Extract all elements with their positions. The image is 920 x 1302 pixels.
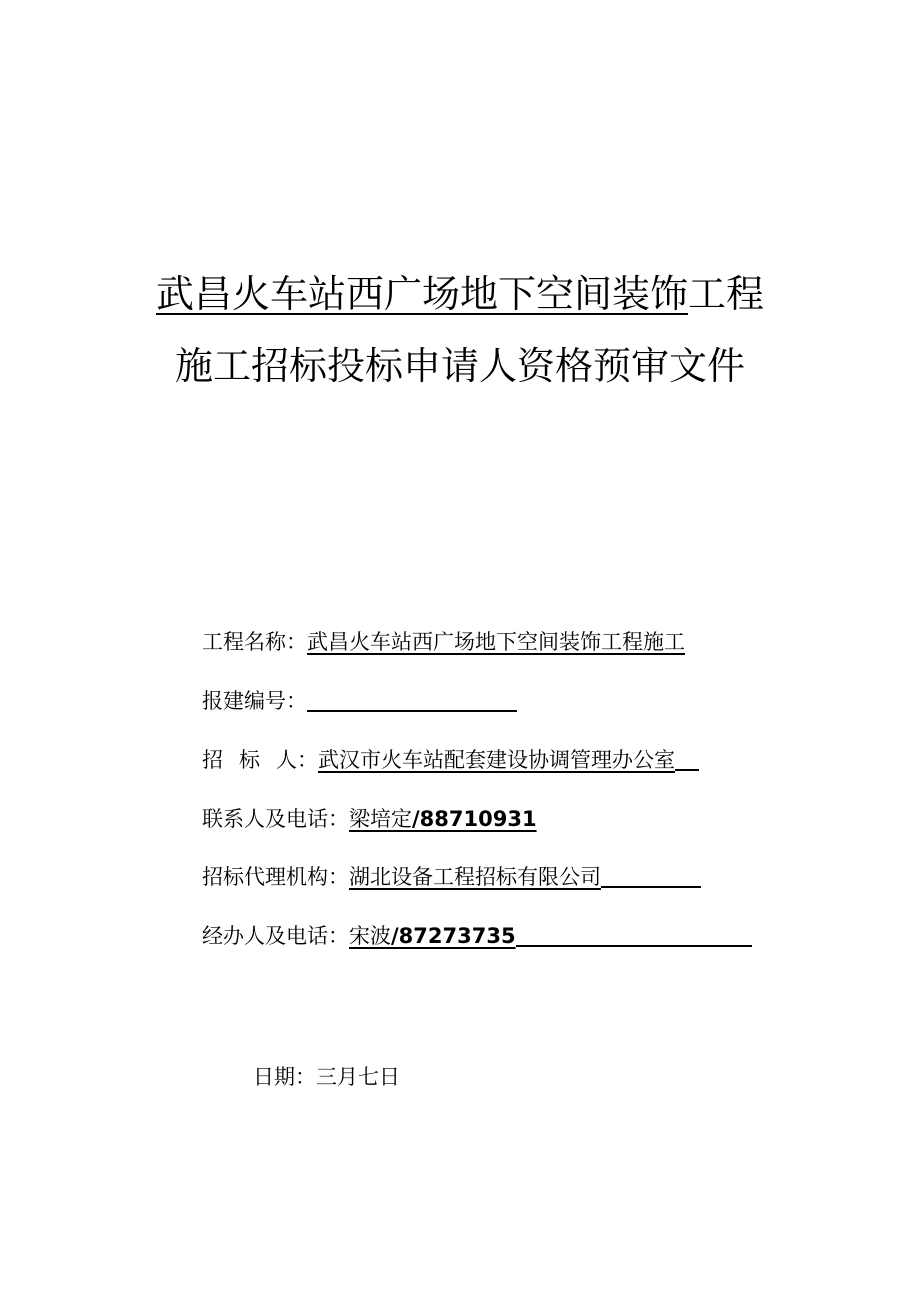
project-name-label: 工程名称： <box>202 630 307 654</box>
tenderer-label-colon: ： <box>297 748 318 772</box>
handler-row <box>202 921 752 951</box>
contact-row <box>202 804 537 834</box>
registration-number-row <box>202 686 517 716</box>
tenderer-trailing-line <box>675 747 699 771</box>
title-plain-part: 工程 <box>688 272 765 316</box>
agency-row <box>202 862 701 892</box>
tenderer-label-char: 标 <box>239 748 260 772</box>
contact-name: 梁培定 <box>349 807 412 831</box>
tenderer-row <box>202 745 699 775</box>
contact-phone: /88710931 <box>412 807 537 831</box>
handler-label: 经办人及电话： <box>202 924 349 948</box>
agency-label: 招标代理机构： <box>202 865 349 889</box>
handler-phone: /87273735 <box>391 924 516 948</box>
contact-label: 联系人及电话： <box>202 807 349 831</box>
project-name-row <box>202 627 685 657</box>
tenderer-value: 武汉市火车站配套建设协调管理办公室 <box>318 748 675 772</box>
date-value: 三月七日 <box>316 1065 400 1089</box>
document-title-line-2: 施工招标投标申请人资格预审文件 <box>174 344 745 388</box>
project-name-value: 武昌火车站西广场地下空间装饰工程施工 <box>307 630 685 654</box>
tenderer-label-char: 人 <box>276 748 297 772</box>
handler-trailing-line <box>516 923 752 947</box>
agency-value: 湖北设备工程招标有限公司 <box>349 865 601 889</box>
handler-name: 宋波 <box>349 924 391 948</box>
document-title-line-1 <box>0 270 920 318</box>
registration-number-label: 报建编号： <box>202 689 307 713</box>
registration-number-blank-line <box>307 688 517 712</box>
title-underlined-part: 武昌火车站西广场地下空间装饰 <box>155 272 688 316</box>
tenderer-label-char: 招 <box>202 748 223 772</box>
date-row <box>253 1062 400 1092</box>
date-label: 日期： <box>253 1065 316 1089</box>
tenderer-label <box>202 745 318 775</box>
agency-trailing-line <box>601 864 701 888</box>
